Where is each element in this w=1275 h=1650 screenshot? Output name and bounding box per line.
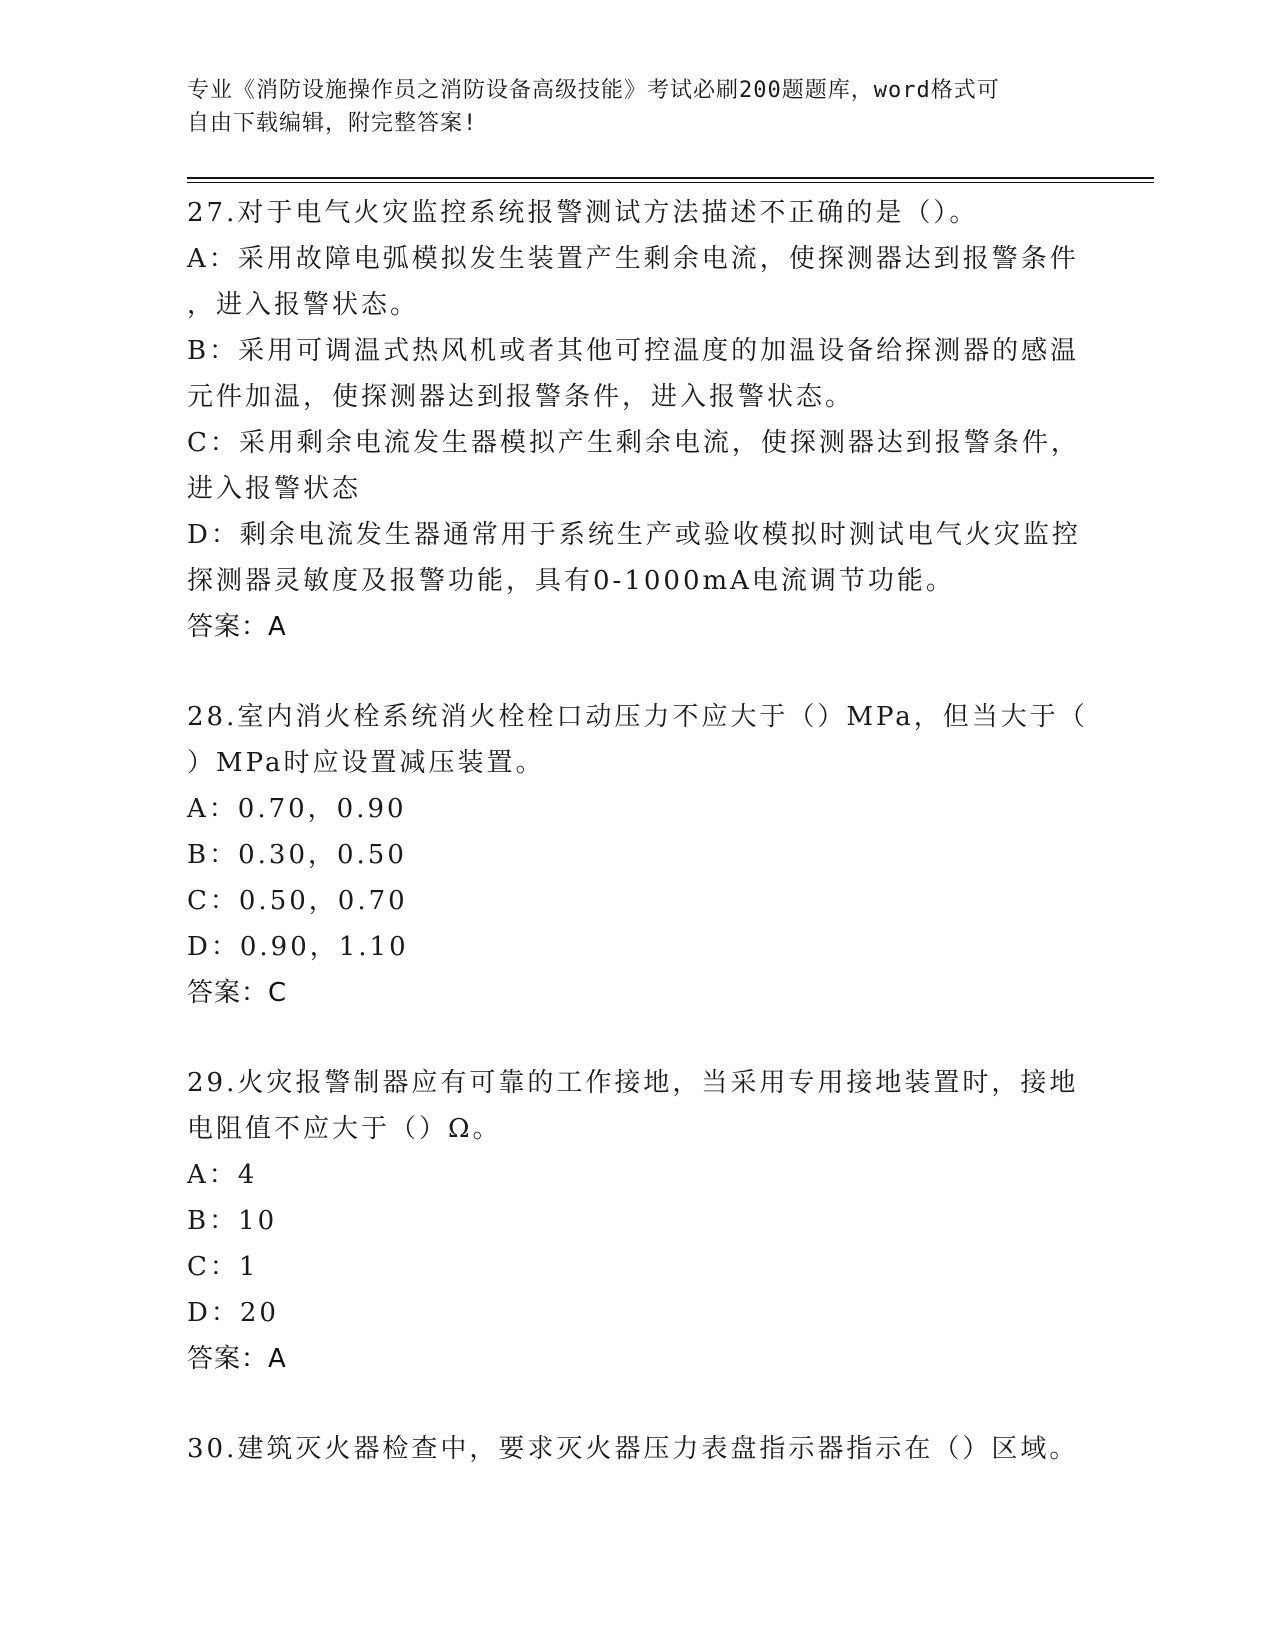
question-27 [187,190,1087,650]
question-27-line-6: C：采用剩余电流发生器模拟产生剩余电流，使探测器达到报警条件， [187,428,1080,458]
question-28-answer: 答案：C [187,978,288,1008]
question-27-line-8: D：剩余电流发生器通常用于系统生产或验收模拟时测试电气火灾监控 [187,520,1081,550]
header-divider-thick [187,177,1154,179]
question-27-line-3: ，进入报警状态。 [187,290,420,320]
question-28 [187,694,1087,1016]
question-29-option-a: A：4 [187,1160,258,1190]
header-line-2: 自由下载编辑，附完整答案! [187,111,478,136]
spacer [187,650,1087,694]
question-29-line-1: 29.火灾报警制器应有可靠的工作接地，当采用专用接地装置时，接地 [187,1068,1079,1098]
document-header [187,74,1077,140]
spacer [187,1382,1087,1426]
question-29-answer: 答案：A [187,1344,287,1374]
question-27-line-1: 27.对于电气火灾监控系统报警测试方法描述不正确的是（）。 [187,198,979,228]
question-28-option-b: B：0.30，0.50 [187,840,407,870]
question-28-line-2: ）MPa时应设置减压装置。 [187,748,545,778]
question-29-option-c: C：1 [187,1252,259,1282]
question-27-line-7: 进入报警状态 [187,474,362,504]
question-28-line-1: 28.室内消火栓系统消火栓栓口动压力不应大于（）MPa，但当大于（ [187,702,1088,732]
question-27-line-5: 元件加温，使探测器达到报警条件，进入报警状态。 [187,382,855,412]
question-27-line-2: A：采用故障电弧模拟发生装置产生剩余电流，使探测器达到报警条件 [187,244,1079,274]
question-28-option-d: D：0.90，1.10 [187,932,409,962]
question-28-option-c: C：0.50，0.70 [187,886,408,916]
question-29-option-d: D：20 [187,1298,279,1328]
question-27-line-9: 探测器灵敏度及报警功能，具有0-1000mA电流调节功能。 [187,566,955,596]
question-30 [187,1426,1087,1472]
question-29 [187,1060,1087,1382]
question-list [187,190,1087,1472]
question-27-answer: 答案：A [187,612,287,642]
header-divider-thin [187,182,1154,183]
question-28-option-a: A：0.70，0.90 [187,794,407,824]
question-27-line-4: B：采用可调温式热风机或者其他可控温度的加温设备给探测器的感温 [187,336,1080,366]
header-line-1: 专业《消防设施操作员之消防设备高级技能》考试必刷200题题库，word格式可 [187,78,1000,103]
question-30-line-1: 30.建筑灭火器检查中，要求灭火器压力表盘指示器指示在（）区域。 [187,1434,1079,1464]
spacer [187,1016,1087,1060]
question-29-line-2: 电阻值不应大于（）Ω。 [187,1114,502,1144]
question-29-option-b: B：10 [187,1206,278,1236]
